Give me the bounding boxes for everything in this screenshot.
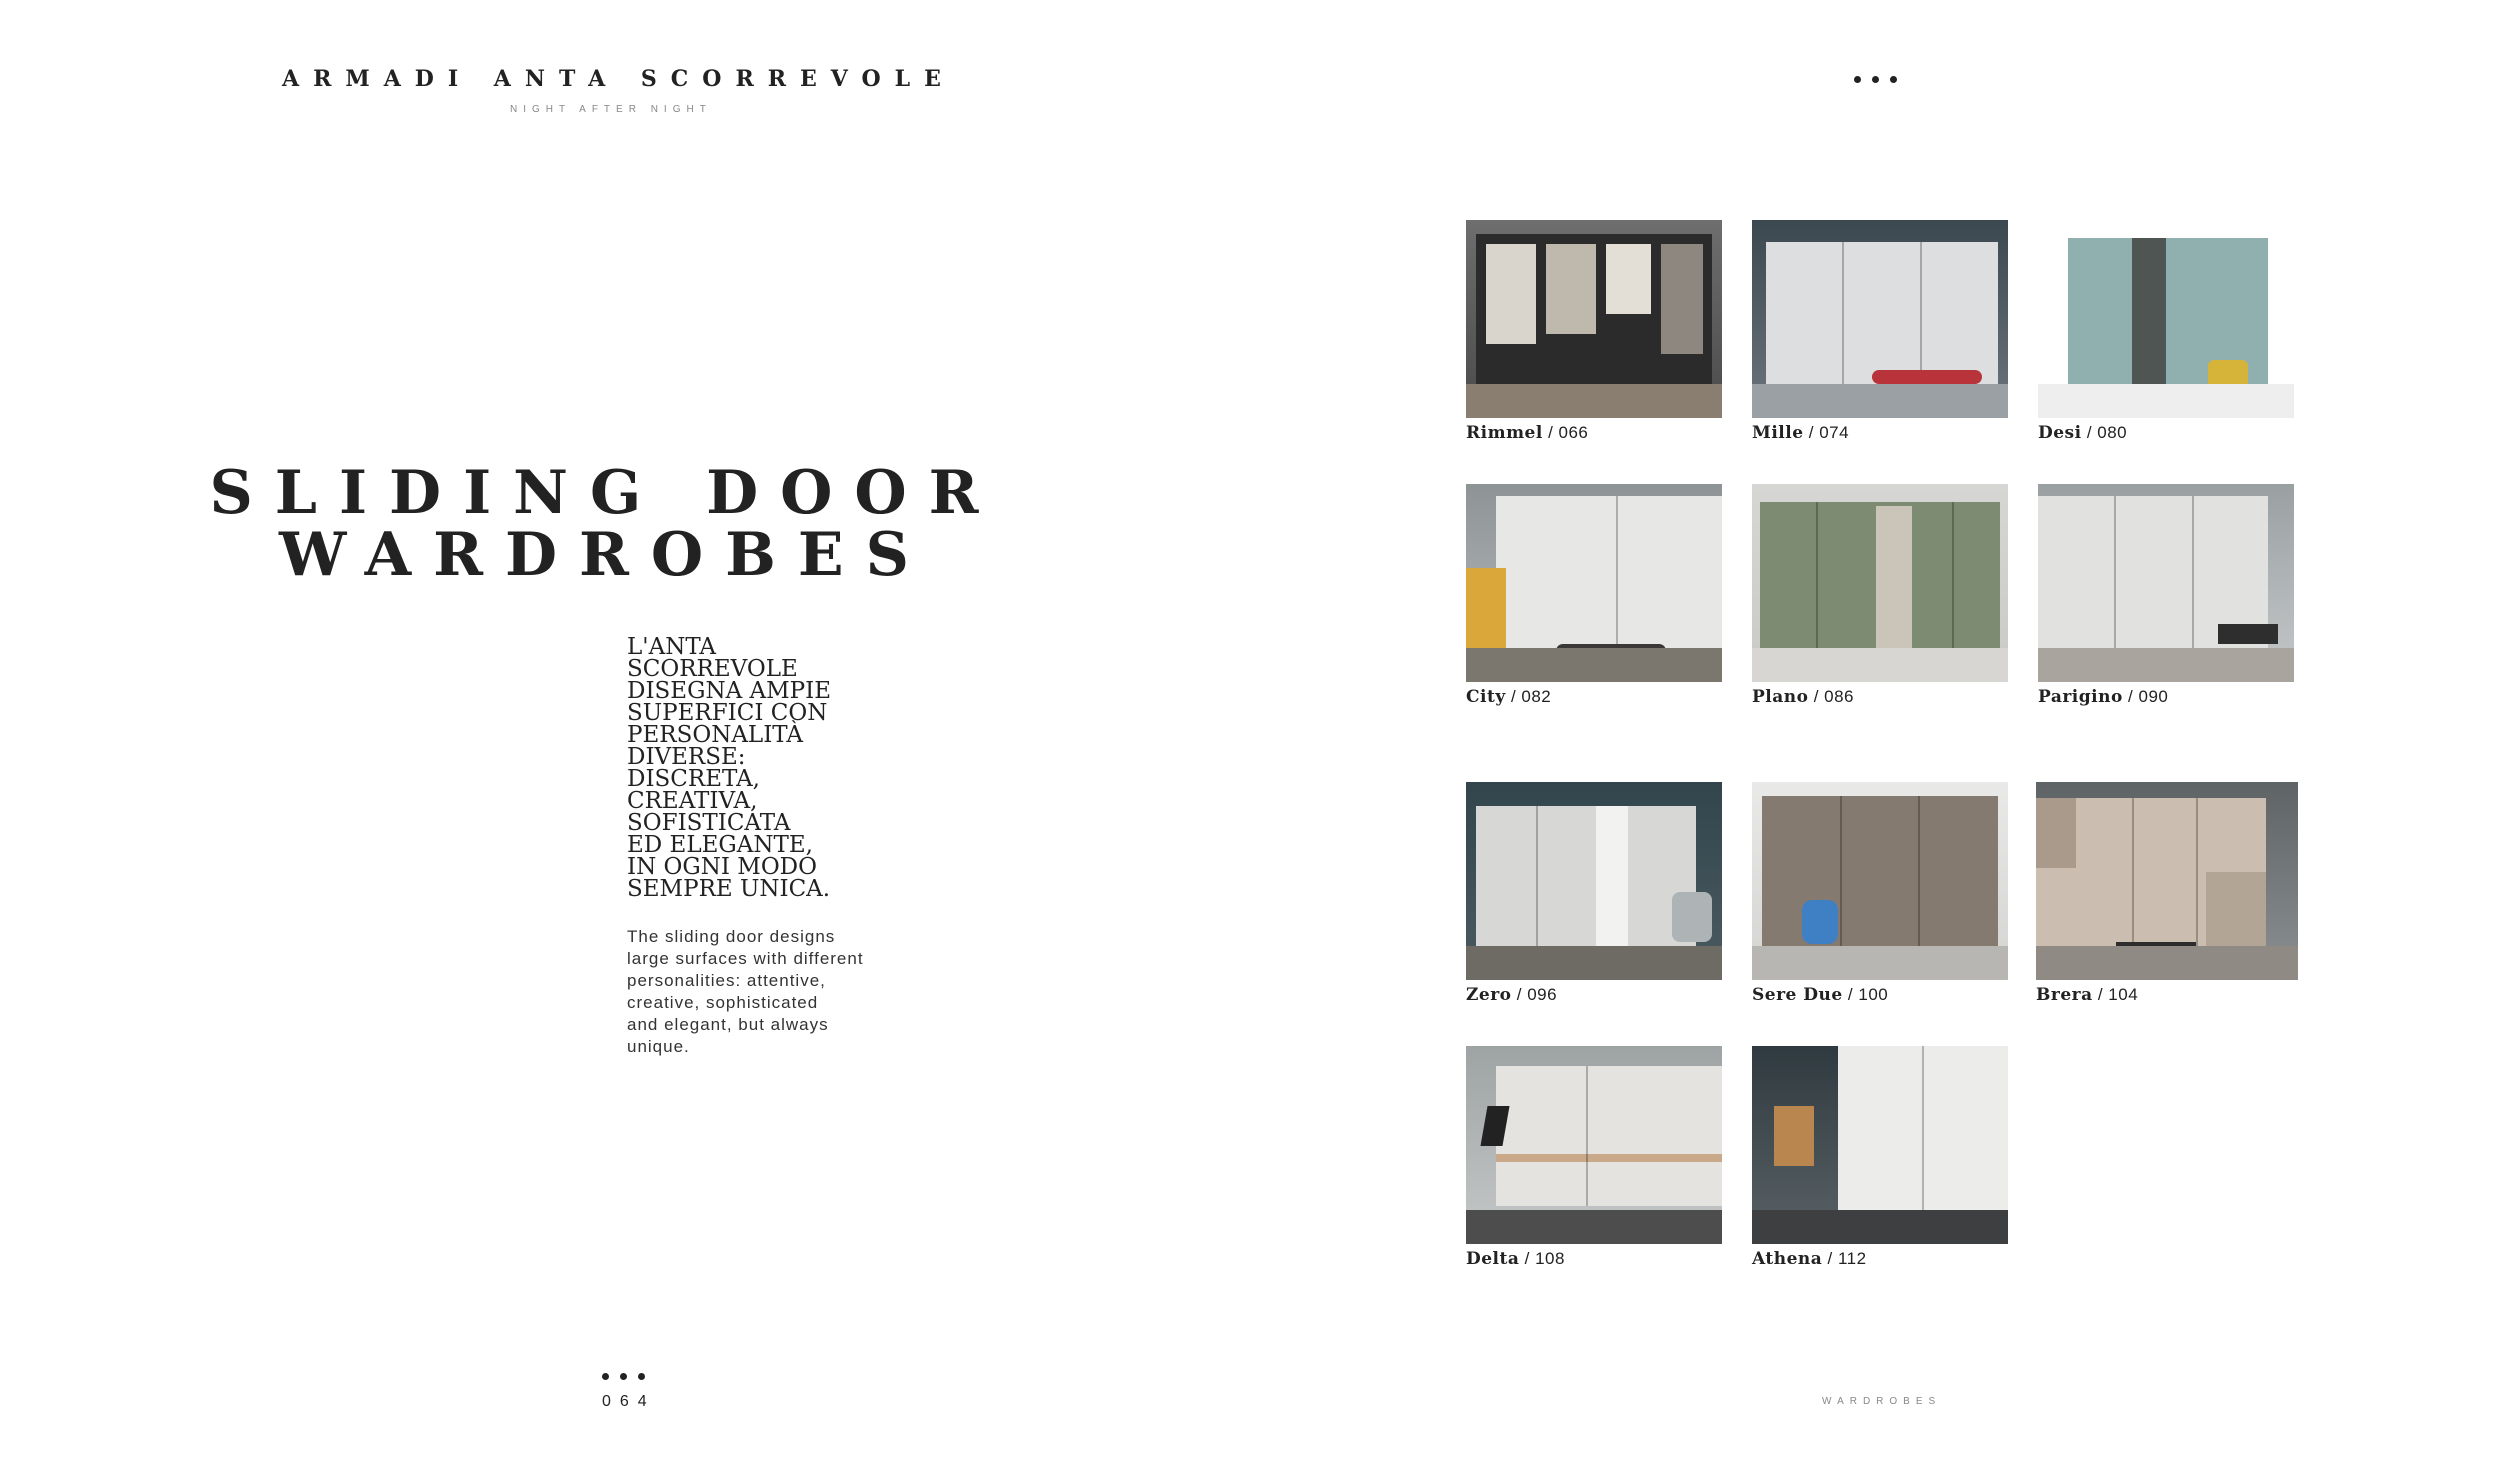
section-title: ARMADI ANTA SCORREVOLE [282, 66, 955, 92]
product-caption: Athena / 112 [1752, 1249, 1867, 1269]
product-caption: Rimmel / 066 [1466, 423, 1589, 443]
product-name: Mille [1752, 423, 1804, 443]
product-tile-sere-due[interactable] [1752, 782, 2008, 1005]
product-caption: City / 082 [1466, 687, 1552, 707]
product-tile-athena[interactable] [1752, 1046, 2008, 1269]
page-title [180, 458, 1030, 590]
dot-icon [1854, 76, 1861, 83]
product-image[interactable] [1466, 484, 1722, 682]
product-caption: Brera / 104 [2036, 985, 2139, 1005]
intro-text-english: The sliding door designs large surfaces with different personalities: attentive, creative, sophisticated and elegant, but always unique. [627, 927, 864, 1056]
product-page: 096 [1527, 985, 1558, 1004]
section-subtitle: NIGHT AFTER NIGHT [510, 104, 712, 115]
product-caption: Delta / 108 [1466, 1249, 1565, 1269]
product-caption: Desi / 080 [2038, 423, 2128, 443]
product-page: 104 [2108, 985, 2139, 1004]
product-tile-plano[interactable] [1752, 484, 2008, 707]
product-caption: Parigino / 090 [2038, 687, 2169, 707]
product-tile-city[interactable] [1466, 484, 1722, 707]
product-name: Athena [1752, 1249, 1823, 1269]
product-page: 086 [1824, 687, 1855, 706]
product-page: 100 [1858, 985, 1889, 1004]
product-tile-parigino[interactable] [2038, 484, 2294, 707]
product-name: Zero [1466, 985, 1512, 1005]
intro-text-italian: L'ANTA SCORREVOLE DISEGNA AMPIE SUPERFICI CON PERSONALITÀ DIVERSE: DISCRETA, CREATIVA, SOFISTICATA ED ELEGANTE, IN OGNI MODO SEMPRE UNICA. [627, 634, 832, 902]
ellipsis-icon [602, 1373, 645, 1380]
page-title-line-1: SLIDING DOOR [209, 458, 1001, 528]
product-page: 090 [2138, 687, 2169, 706]
page-title-line-2: WARDROBES [279, 520, 931, 590]
product-page: 074 [1819, 423, 1850, 442]
product-image[interactable] [1752, 220, 2008, 418]
product-caption: Zero / 096 [1466, 985, 1558, 1005]
product-image[interactable] [1466, 782, 1722, 980]
product-name: Parigino [2038, 687, 2123, 707]
page-number: 064 [602, 1393, 656, 1410]
dot-icon [602, 1373, 609, 1380]
product-name: Desi [2038, 423, 2082, 443]
product-name: Plano [1752, 687, 1809, 707]
dot-icon [1890, 76, 1897, 83]
product-tile-desi[interactable] [2038, 220, 2294, 443]
product-name: Brera [2036, 985, 2093, 1005]
product-tile-delta[interactable] [1466, 1046, 1722, 1269]
dot-icon [638, 1373, 645, 1380]
product-page: 108 [1535, 1249, 1565, 1268]
ellipsis-icon [1854, 76, 1897, 83]
product-name: Rimmel [1466, 423, 1543, 443]
product-image[interactable] [1752, 484, 2008, 682]
product-caption: Plano / 086 [1752, 687, 1855, 707]
product-caption: Sere Due / 100 [1752, 985, 1889, 1005]
product-image[interactable] [1752, 1046, 2008, 1244]
product-image[interactable] [2036, 782, 2298, 980]
product-image[interactable] [1466, 1046, 1722, 1244]
product-name: Sere Due [1752, 985, 1843, 1005]
product-tile-brera[interactable] [2036, 782, 2298, 1005]
product-image[interactable] [2038, 220, 2294, 418]
product-caption: Mille / 074 [1752, 423, 1850, 443]
product-page: 080 [2097, 423, 2128, 442]
product-page: 066 [1558, 423, 1589, 442]
dot-icon [620, 1373, 627, 1380]
product-page: 082 [1521, 687, 1552, 706]
product-tile-rimmel[interactable] [1466, 220, 1722, 443]
product-name: City [1466, 687, 1506, 707]
product-name: Delta [1466, 1249, 1520, 1269]
product-page: 112 [1837, 1249, 1867, 1268]
product-tile-zero[interactable] [1466, 782, 1722, 1005]
product-image[interactable] [1466, 220, 1722, 418]
product-image[interactable] [2038, 484, 2294, 682]
footer-section-label: WARDROBES [1822, 1396, 1942, 1407]
dot-icon [1872, 76, 1879, 83]
product-image[interactable] [1752, 782, 2008, 980]
product-tile-mille[interactable] [1752, 220, 2008, 443]
